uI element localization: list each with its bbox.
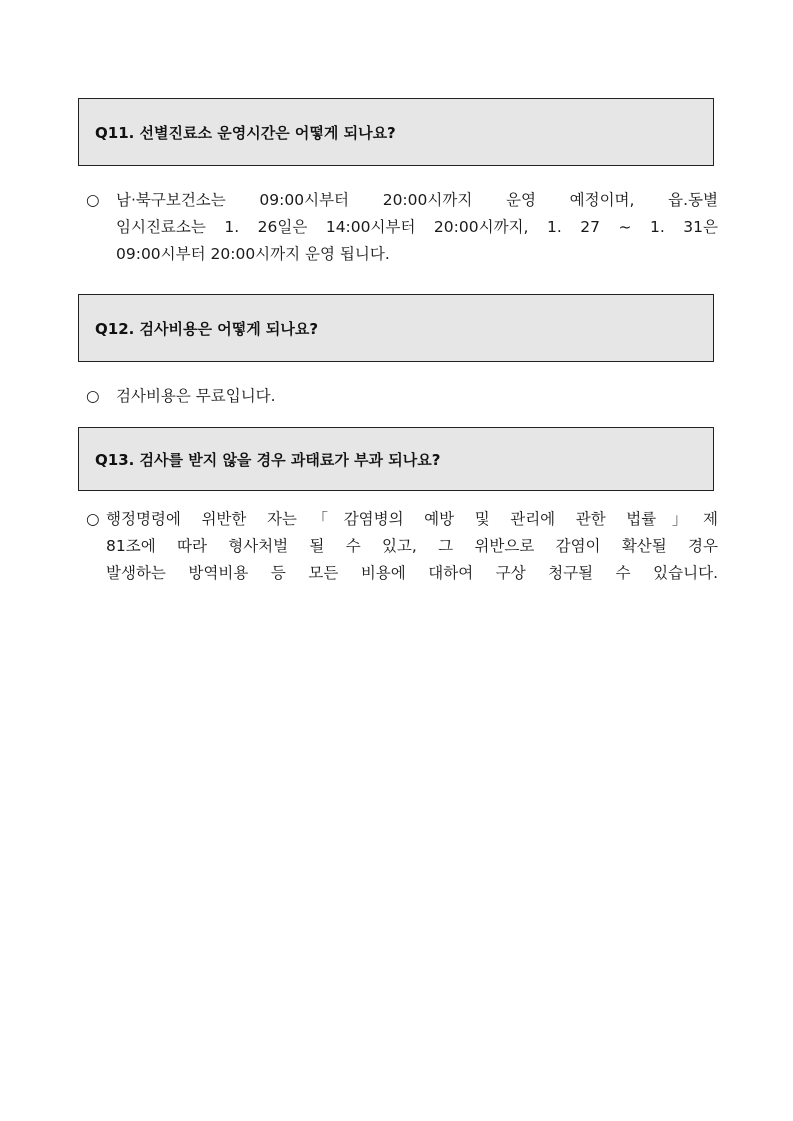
answer-q12-line-1: ○ 검사비용은 무료입니다. [86,383,718,410]
answer-q11 [86,187,718,268]
answer-q13-line-3: 발생하는 방역비용 등 모든 비용에 대하여 구상 청구될 수 있습니다. [106,564,718,582]
bullet-icon: ○ [86,191,100,209]
question-box-q11 [78,98,714,166]
answer-q11-line-2: 임시진료소는 1. 26일은 14:00시부터 20:00시까지, 1. 27 ~ 1. 31은 [116,218,718,236]
question-box-q12 [78,294,714,362]
answer-q12 [86,383,718,410]
question-title-q12: Q12. 검사비용은 어떻게 되나요? [95,319,319,338]
question-title-q13: Q13. 검사를 받지 않을 경우 과태료가 부과 되나요? [95,450,441,469]
answer-q13 [86,506,718,587]
question-box-q13 [78,427,714,491]
bullet-icon: ○ [86,387,100,405]
bullet-icon: ○ [86,510,100,528]
answer-q13-line-1: ○ 행정명령에 위반한 자는「감염병의 예방 및 관리에 관한 법률」제 [86,506,718,533]
answer-q11-line-3: 09:00시부터 20:00시까지 운영 됩니다. [116,245,390,263]
answer-q13-line-2: 81조에 따라 형사처벌 될 수 있고, 그 위반으로 감염이 확산될 경우 [106,537,718,555]
question-title-q11: Q11. 선별진료소 운영시간은 어떻게 되나요? [95,123,396,142]
answer-q11-line-1: ○ 남·북구보건소는 09:00시부터 20:00시까지 운영 예정이며, 읍.동별 [86,187,718,214]
